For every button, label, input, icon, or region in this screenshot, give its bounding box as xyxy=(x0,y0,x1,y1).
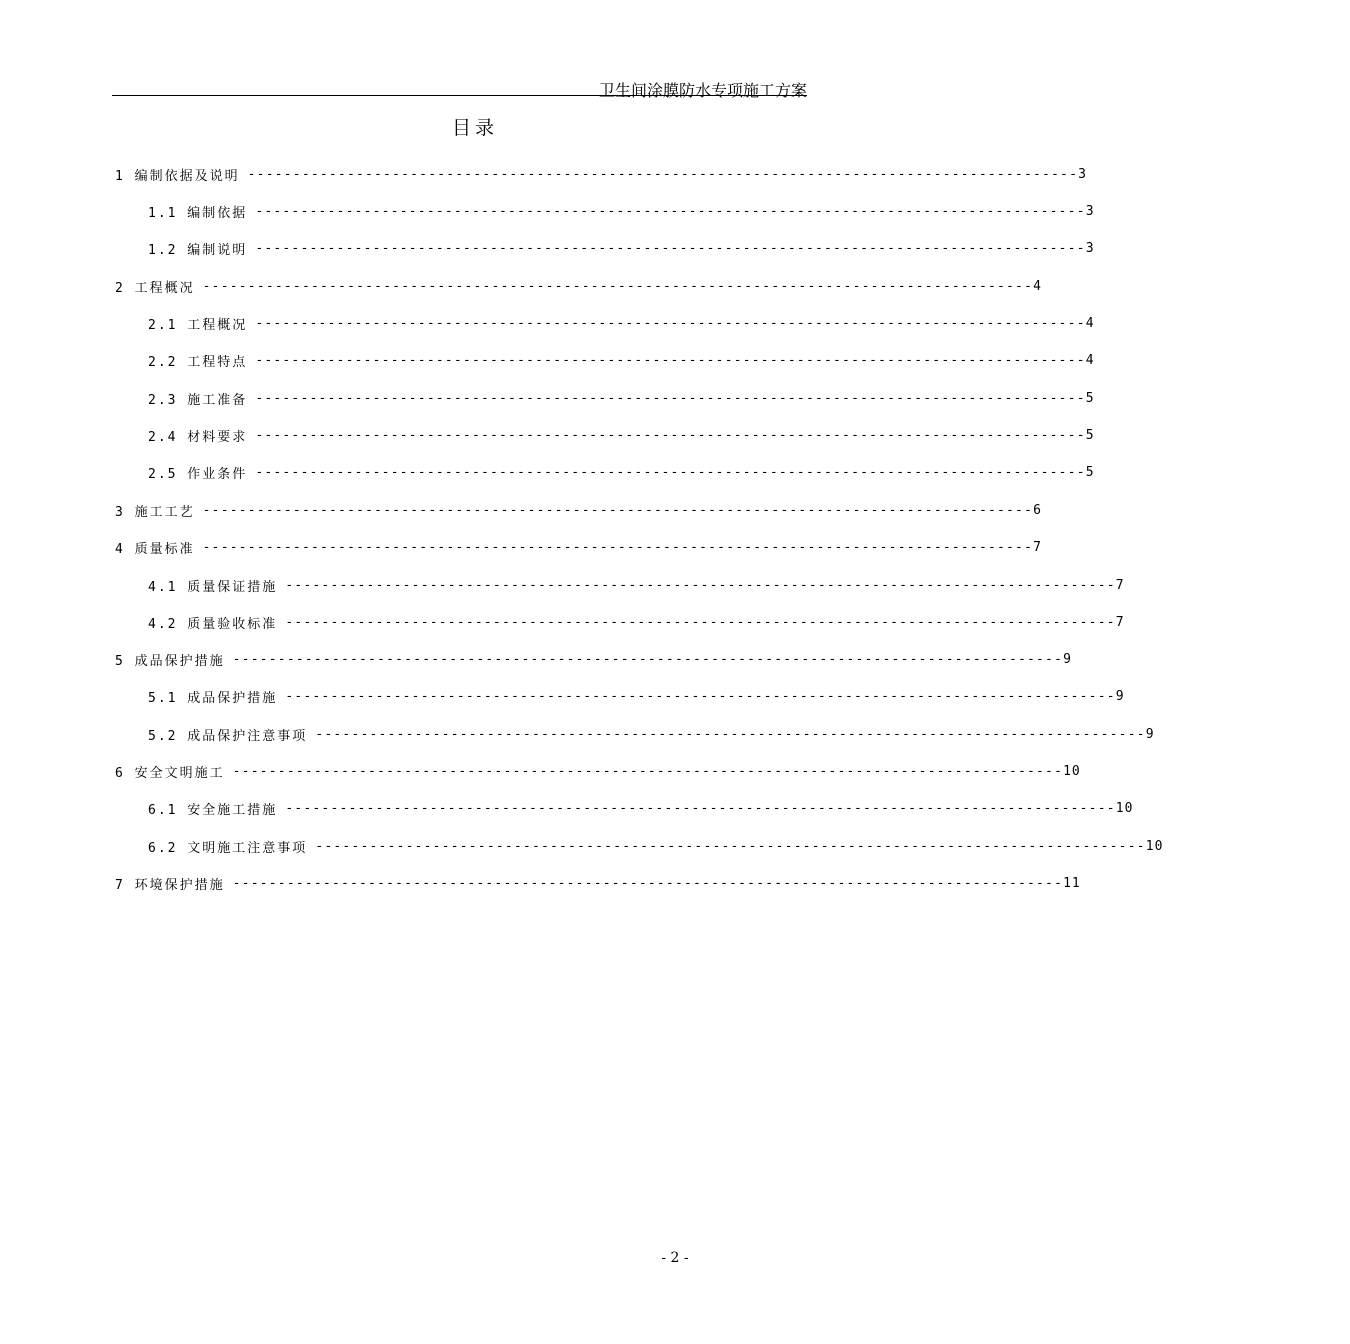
toc-entry-page: 3 xyxy=(1085,203,1095,219)
toc-leader: -------------------------------------------------------------------------------------------- xyxy=(315,838,1146,854)
toc-entry-page: 9 xyxy=(1115,688,1125,704)
toc-entry-page: 10 xyxy=(1063,763,1081,779)
toc-entry-page: 5 xyxy=(1085,427,1095,443)
toc-entry-4-2[interactable] xyxy=(148,612,1125,632)
toc-leader: -------------------------------------------------------------------------------------------- xyxy=(255,203,1086,219)
page-number: - 2 - xyxy=(661,1250,689,1266)
toc-entry-1-1[interactable] xyxy=(148,201,1095,221)
toc-entry-7[interactable] xyxy=(115,873,1081,893)
toc-leader: -------------------------------------------------------------------------------------------- xyxy=(255,315,1086,331)
toc-entry-1-2[interactable] xyxy=(148,238,1095,258)
toc-entry-label: 4.1 质量保证措施 xyxy=(148,579,278,595)
toc-entry-label: 6.2 文明施工注意事项 xyxy=(148,840,308,856)
toc-entry-page: 3 xyxy=(1078,166,1087,182)
toc-entry-6-2[interactable] xyxy=(148,836,1164,856)
toc-leader: -------------------------------------------------------------------------------------------- xyxy=(232,763,1064,779)
toc-entry-label: 2.1 工程概况 xyxy=(148,317,248,333)
toc-entry-3[interactable] xyxy=(115,500,1042,520)
toc-entry-label: 4 质量标准 xyxy=(115,541,195,557)
toc-leader: -------------------------------------------------------------------------------------------- xyxy=(255,240,1086,256)
toc-leader: -------------------------------------------------------------------------------------------- xyxy=(255,427,1086,443)
toc-entry-page: 9 xyxy=(1063,651,1072,667)
toc-entry-page: 6 xyxy=(1033,502,1042,518)
toc-entry-label: 2.2 工程特点 xyxy=(148,354,248,370)
toc-title: 目录 xyxy=(451,117,498,139)
toc-entry-page: 10 xyxy=(1145,838,1164,854)
toc-entry-2[interactable] xyxy=(115,276,1042,296)
toc-entry-page: 11 xyxy=(1063,875,1081,891)
toc-entry-5[interactable] xyxy=(115,649,1072,669)
toc-leader: -------------------------------------------------------------------------------------------- xyxy=(232,875,1064,891)
toc-entry-2-1[interactable] xyxy=(148,313,1095,333)
toc-leader: -------------------------------------------------------------------------------------------- xyxy=(202,278,1034,294)
toc-leader: -------------------------------------------------------------------------------------------- xyxy=(247,166,1079,182)
toc-entry-label: 4.2 质量验收标准 xyxy=(148,616,278,632)
toc-leader: -------------------------------------------------------------------------------------------- xyxy=(285,577,1116,593)
toc-entry-label: 3 施工工艺 xyxy=(115,504,195,520)
toc-leader: -------------------------------------------------------------------------------------------- xyxy=(285,800,1116,816)
toc-entry-5-2[interactable] xyxy=(148,724,1155,744)
toc-leader: -------------------------------------------------------------------------------------------- xyxy=(255,464,1086,480)
toc-entry-6-1[interactable] xyxy=(148,798,1134,818)
toc-entry-label: 2 工程概况 xyxy=(115,280,195,296)
toc-entry-page: 4 xyxy=(1085,352,1095,368)
toc-entry-label: 5.1 成品保护措施 xyxy=(148,690,278,706)
toc-leader: -------------------------------------------------------------------------------------------- xyxy=(285,688,1116,704)
toc-entry-label: 2.4 材料要求 xyxy=(148,429,248,445)
header-rule xyxy=(112,95,807,96)
toc-entry-page: 4 xyxy=(1033,278,1042,294)
toc-entry-2-4[interactable] xyxy=(148,425,1095,445)
toc-entry-page: 5 xyxy=(1085,464,1095,480)
toc-entry-page: 10 xyxy=(1115,800,1134,816)
toc-leader: -------------------------------------------------------------------------------------------- xyxy=(202,502,1034,518)
toc-entry-label: 1 编制依据及说明 xyxy=(115,168,240,184)
toc-entry-6[interactable] xyxy=(115,761,1081,781)
toc-leader: -------------------------------------------------------------------------------------------- xyxy=(232,651,1064,667)
toc-entry-page: 5 xyxy=(1085,390,1095,406)
toc-entry-4[interactable] xyxy=(115,537,1042,557)
toc-entry-label: 1.2 编制说明 xyxy=(148,242,248,258)
toc-leader: -------------------------------------------------------------------------------------------- xyxy=(255,352,1086,368)
toc-entry-page: 4 xyxy=(1085,315,1095,331)
toc-leader: -------------------------------------------------------------------------------------------- xyxy=(202,539,1034,555)
toc-entry-label: 5.2 成品保护注意事项 xyxy=(148,728,308,744)
toc-entry-label: 1.1 编制依据 xyxy=(148,205,248,221)
toc-leader: -------------------------------------------------------------------------------------------- xyxy=(315,726,1146,742)
toc-entry-1[interactable] xyxy=(115,164,1087,184)
toc-entry-page: 7 xyxy=(1115,614,1125,630)
toc-entry-page: 7 xyxy=(1033,539,1042,555)
toc-entry-label: 2.3 施工准备 xyxy=(148,392,248,408)
toc-entry-label: 6.1 安全施工措施 xyxy=(148,802,278,818)
toc-entry-label: 6 安全文明施工 xyxy=(115,765,225,781)
toc-entry-page: 7 xyxy=(1115,577,1125,593)
toc-entry-page: 3 xyxy=(1085,240,1095,256)
toc-entry-2-2[interactable] xyxy=(148,350,1095,370)
toc-entry-5-1[interactable] xyxy=(148,686,1125,706)
toc-entry-4-1[interactable] xyxy=(148,575,1125,595)
document-header-title: 卫生间涂膜防水专项施工方案 xyxy=(598,81,807,100)
toc-entry-page: 9 xyxy=(1145,726,1155,742)
toc-leader: -------------------------------------------------------------------------------------------- xyxy=(285,614,1116,630)
toc-entry-label: 5 成品保护措施 xyxy=(115,653,225,669)
toc-entry-2-5[interactable] xyxy=(148,462,1095,482)
toc-entry-label: 7 环境保护措施 xyxy=(115,877,225,893)
toc-leader: -------------------------------------------------------------------------------------------- xyxy=(255,390,1086,406)
toc-entry-label: 2.5 作业条件 xyxy=(148,466,248,482)
toc-entry-2-3[interactable] xyxy=(148,388,1095,408)
